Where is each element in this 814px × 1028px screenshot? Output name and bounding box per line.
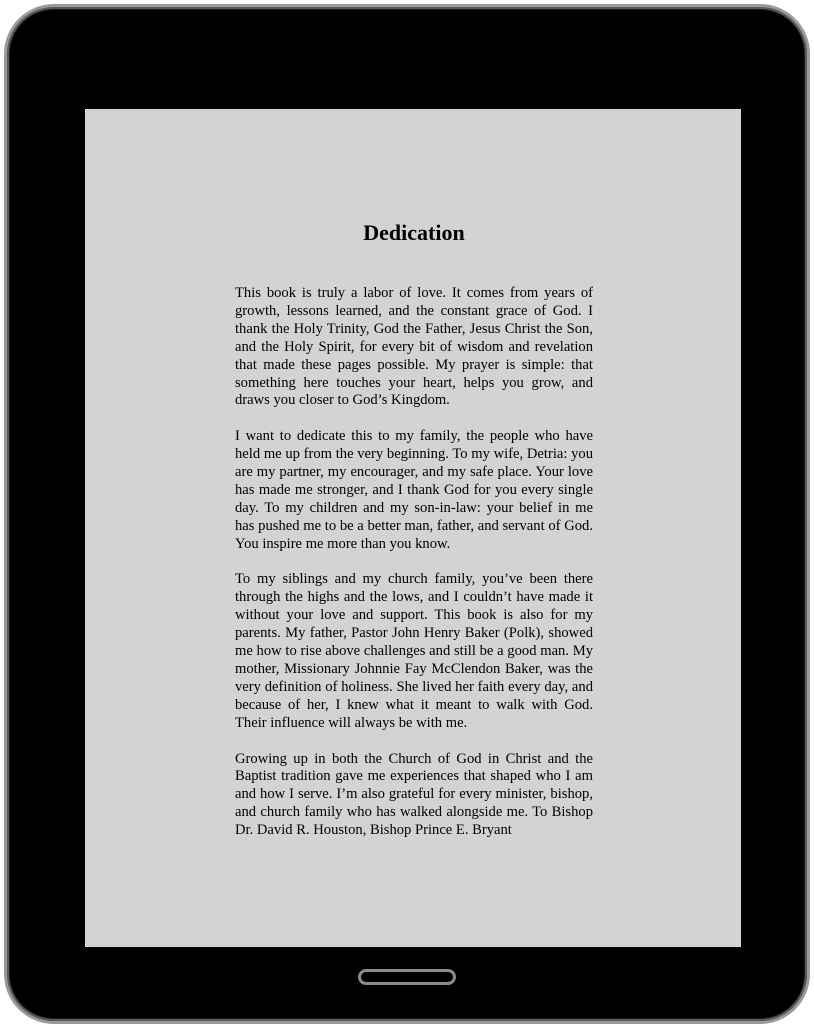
home-button[interactable] (358, 969, 456, 985)
paragraph-3: To my siblings and my church family, you’ve been there through the highs and the lows, and I couldn’t have made it without your love and support. This book is also for my parents. My father, Pastor John Henry Baker (Polk), showed me how to rise above challenges and still be a good man. My mother, Missionary Johnnie Fay McClendon Baker, was the very definition of holiness. She lived her faith every day, and because of her, I knew what it meant to walk with God. Their influence will always be with me. (235, 571, 593, 731)
paragraph-2: I want to dedicate this to my family, the people who have held me up from the very beginning. To my wife, Detria: you are my partner, my encourager, and my safe place. Your love has made me stronger, and I thank God for you every single day. To my children and my son-in-law: your belief in me has pushed me to be a better man, father, and servant of God. You inspire me more than you know. (235, 428, 593, 552)
paragraph-4: Growing up in both the Church of God in Christ and the Baptist tradition gave me experiences that shaped who I am and how I serve. I’m also grateful for every minister, bishop, and church family who has walked alongside me. To Bishop Dr. David R. Houston, Bishop Prince E. Bryant (235, 750, 593, 839)
book-page (235, 219, 593, 840)
chapter-title: Dedication (363, 220, 465, 245)
paragraph-1: This book is truly a labor of love. It comes from years of growth, lessons learned, and the constant grace of God. I thank the Holy Trinity, God the Father, Jesus Christ the Son, and the Holy Spirit, for every bit of wisdom and revelation that made these pages possible. My prayer is simple: that something here touches your heart, helps you grow, and draws you closer to God’s Kingdom. (235, 285, 593, 409)
reader-screen[interactable] (85, 109, 741, 947)
